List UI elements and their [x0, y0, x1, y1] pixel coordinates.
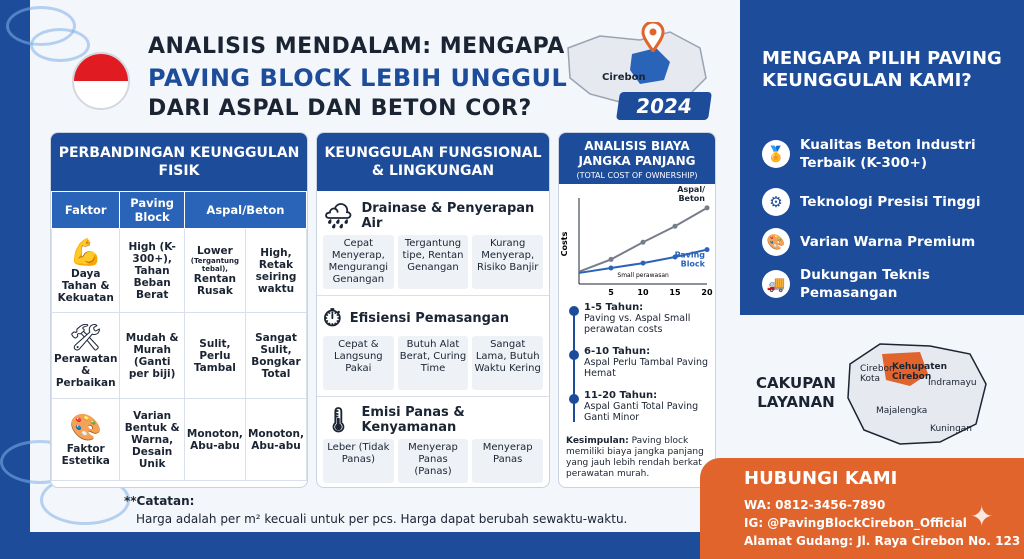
data-point [641, 261, 646, 266]
physical-comparison-panel [50, 132, 308, 488]
section-title: Efisiensi Pemasangan [349, 310, 509, 326]
y-axis-label: Costs [560, 231, 569, 257]
contact-wa[interactable]: WA: 0812-3456-7890 [744, 498, 886, 512]
paving-cell: Leber (Tidak Panas) [323, 439, 394, 483]
why-item [762, 136, 1002, 172]
table-row [52, 229, 307, 313]
why-item [762, 228, 1012, 256]
timeline-period: 1-5 Tahun: [584, 302, 644, 313]
timeline-dot [569, 394, 579, 404]
beton-cell: Menyerap Panas [472, 439, 543, 483]
conclusion-text: Paving block memiliki biaya jangka panjang yang jauh lebih rendah berkat perawatan murah. [566, 436, 704, 479]
conclusion-label: Kesimpulan: [566, 436, 629, 446]
cost-conclusion [566, 436, 712, 480]
stopwatch-icon: ⏱ [323, 304, 342, 332]
cloud-ornament [30, 28, 90, 62]
data-point [673, 224, 678, 229]
note-label: **Catatan: [124, 494, 195, 508]
paving-value: Varian Bentuk & Warna, Desain Unik [120, 399, 184, 481]
section-title: Drainase & Penyerapan Air [361, 201, 535, 231]
region-label: Cirebon Kota [860, 364, 895, 384]
region-label: Majalengka [876, 406, 928, 416]
contact-title: HUBUNGI KAMI [744, 468, 898, 489]
wrench-icon: 🛠 [69, 322, 103, 353]
functional-section [317, 396, 549, 483]
region-label: Kuningan [930, 424, 972, 434]
series-label: Paving [674, 250, 705, 260]
contact-ig[interactable]: IG: @PavingBlockCirebon_Official [744, 516, 967, 530]
thermometer-icon: 🌡 [323, 406, 354, 434]
beton-value: Monoton, Abu-abu [245, 399, 306, 481]
truck-icon: 🚚 [762, 270, 790, 298]
page-title-line1: ANALISIS MENDALAM: MENGAPA [148, 34, 565, 59]
palette-icon: 🎨 [69, 412, 102, 443]
sparkle-icon: ✦ [970, 500, 994, 533]
x-tick-label: 20 [701, 288, 713, 297]
series-label: Block [680, 259, 705, 269]
why-title: MENGAPA PILIH PAVING KEUNGGULAN KAMI? [762, 48, 1002, 91]
page-title-line3: DARI ASPAL DAN BETON COR? [148, 96, 532, 121]
timeline-period: 11-20 Tahun: [584, 390, 658, 401]
cost-line-chart [559, 184, 715, 302]
aspal-cell: Menyerap Panas (Panas) [398, 439, 469, 483]
paving-value: Mudah & Murah (Ganti per biji) [120, 313, 184, 399]
cost-panel-subheader: (TOTAL COST OF OWNERSHIP) [559, 171, 715, 184]
section-title: Emisi Panas & Kenyamanan [361, 405, 465, 435]
data-point [609, 257, 614, 262]
aspal-value: Lower [196, 244, 233, 257]
region-label: Kehupaten Cirebon [892, 362, 948, 382]
timeline-text: Aspal Perlu Tambal Paving Hemat [584, 357, 709, 379]
coverage-title: CAKUPAN LAYANAN [756, 374, 836, 411]
timeline-item [566, 390, 714, 423]
column-header: Faktor [52, 192, 120, 229]
paving-value: High (K-300+), Tahan Beban Berat [120, 229, 184, 313]
functional-panel-header: KEUNGGULAN FUNGSIONAL & LINGKUNGAN [317, 133, 549, 191]
functional-section [317, 295, 549, 390]
muscle-icon: 💪 [69, 237, 102, 268]
timeline-period: 6-10 Tahun: [584, 346, 651, 357]
contact-address: Alamat Gudang: Jl. Raya Cirebon No. 123 [744, 534, 1021, 548]
data-point [641, 240, 646, 245]
data-point [705, 205, 710, 210]
physical-comparison-table [51, 191, 307, 481]
data-point [609, 266, 614, 271]
x-tick-label: 15 [669, 288, 681, 297]
functional-section [317, 191, 549, 289]
beton-value: High, Retak seiring waktu [245, 229, 306, 313]
timeline-dot [569, 306, 579, 316]
series-label: Aspal/ [677, 184, 705, 194]
factor-label: Faktor Estetika [61, 442, 110, 467]
medal-icon: 🏅 [762, 140, 790, 168]
timeline-item [566, 302, 714, 335]
location-pin-icon [641, 22, 665, 52]
aspal-extra: Rentan Rusak [193, 272, 237, 297]
functional-panel [316, 132, 550, 488]
aspal-cell: Tergantung tipe, Rentan Genangan [398, 235, 469, 289]
why-item [762, 188, 1012, 216]
physical-panel-header: PERBANDINGAN KEUNGGULAN FISIK [51, 133, 307, 191]
palette-icon: 🎨 [762, 228, 790, 256]
paving-cell: Cepat & Langsung Pakai [323, 336, 394, 390]
column-header: Aspal/Beton [184, 192, 306, 229]
why-item-label: Kualitas Beton Industri Terbaik (K-300+) [800, 137, 976, 171]
why-item-label: Dukungan Teknis Pemasangan [800, 267, 930, 301]
timeline-dot [569, 350, 579, 360]
why-choose-panel [740, 0, 1024, 315]
aspal-value: Monoton, Abu-abu [184, 399, 245, 481]
beton-value: Sangat Sulit, Bongkar Total [245, 313, 306, 399]
gear-icon: ⚙ [762, 188, 790, 216]
region-label: Indramayu [928, 378, 977, 388]
chart-annotation: Small perawasan [617, 272, 669, 280]
year-badge: 2024 [616, 92, 712, 120]
beton-cell: Kurang Menyerap, Risiko Banjir [472, 235, 543, 289]
x-tick-label: 5 [608, 288, 614, 297]
beton-cell: Sangat Lama, Butuh Waktu Kering [472, 336, 543, 390]
timeline-text: Aspal Ganti Total Paving Ganti Minor [584, 401, 699, 423]
why-item-label: Teknologi Presisi Tinggi [800, 194, 981, 210]
cost-panel-header: ANALISIS BIAYA JANGKA PANJANG [559, 133, 715, 171]
series-label: Beton [678, 193, 705, 203]
factor-label: Daya Tahan & Kekuatan [57, 267, 114, 304]
note-text: Harga adalah per m² kecuali untuk per pcs. Harga dapat berubah sewaktu-waktu. [136, 512, 628, 526]
x-tick-label: 10 [637, 288, 649, 297]
why-item [762, 266, 1022, 302]
table-row [52, 313, 307, 399]
page-title-line2: PAVING BLOCK LEBIH UNGGUL [148, 64, 568, 92]
aspal-cell: Butuh Alat Berat, Curing Time [398, 336, 469, 390]
table-row [52, 399, 307, 481]
factor-label: Perawatan & Perbaikan [54, 352, 118, 389]
rain-cloud-icon: 🌧 [323, 202, 354, 230]
map-city-label: Cirebon [602, 72, 646, 83]
paving-cell: Cepat Menyerap, Mengurangi Genangan [323, 235, 394, 289]
data-point [705, 247, 710, 252]
why-item-label: Varian Warna Premium [800, 234, 976, 250]
aspal-note: (Tergantung tebal), [190, 256, 240, 273]
column-header: Paving Block [120, 192, 184, 229]
indonesia-flag-icon [72, 52, 130, 110]
timeline-item [566, 346, 714, 379]
timeline-text: Paving vs. Aspal Small perawatan costs [584, 313, 691, 335]
aspal-value: Sulit, Perlu Tambal [184, 313, 245, 399]
